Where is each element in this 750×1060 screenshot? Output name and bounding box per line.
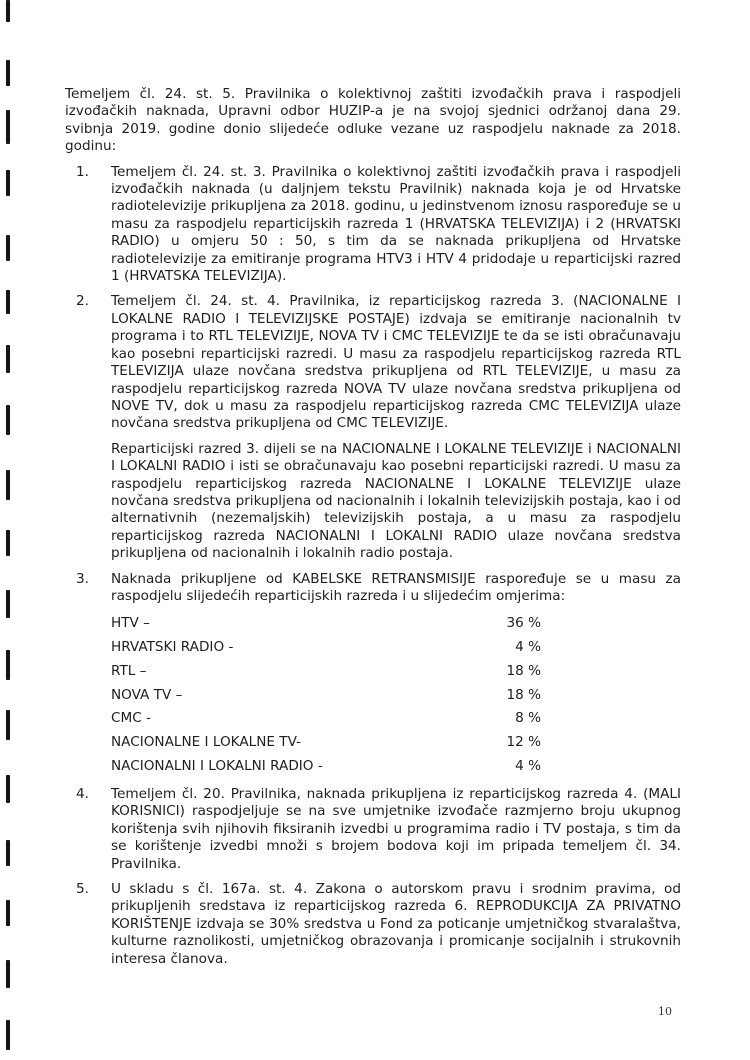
item-text: Temeljem čl. 24. st. 4. Pravilnika, iz reparticijskog razreda 3. (NACIONALNE I LOKALNE RADIO I TELEVIZIJSKE POSTAJE) izdvaja se emitiranje nacionalnih tv programa i to RTL TELEVIZIJE, NOVA TV i CMC TELEVIZIJE te da se isti obračunavaju kao posebni reparticijski razredi. U masu za raspodjelu reparticijskog razreda RTL TELEVIZIJA ulaze novčana sredstva prikupljena od RTL TELEVIZIJE, u masu za raspodjelu reparticijskog razreda NOVA TV ulaze novčana sredstva prikupljena od NOVE TV, dok u masu za raspodjelu reparticijskog razreda CMC TELEVIZIJA ulaze novčana sredstva prikupljena od CMC TELEVIZIJE.: [111, 293, 681, 432]
page-number: 10: [658, 1005, 672, 1018]
list-item: [65, 293, 681, 562]
distribution-label: NOVA TV –: [111, 686, 183, 703]
binder-mark: [6, 590, 10, 618]
item-number: 5.: [76, 880, 89, 897]
item-number: 1.: [76, 163, 89, 180]
binder-mark: [6, 110, 10, 144]
list-item: [65, 164, 681, 286]
distribution-row: [111, 683, 681, 707]
binder-mark: [6, 960, 10, 988]
distribution-label: HTV –: [111, 615, 150, 632]
distribution-value: 18 %: [506, 662, 541, 679]
list-item: [65, 571, 681, 778]
item-text: Naknada prikupljene od KABELSKE RETRANSMISIJE raspoređuje se u masu za raspodjelu slijedećih reparticijskih razreda i u slijedećim omjerima:: [111, 570, 681, 604]
distribution-label: RTL –: [111, 662, 147, 679]
distribution-table: [111, 611, 681, 778]
binder-mark: [6, 235, 10, 261]
binder-mark: [6, 470, 10, 500]
item-text: U skladu s čl. 167a. st. 4. Zakona o autorskom pravu i srodnim pravima, od prikupljenih sredstava iz reparticijskog razreda 6. REPRODUKCIJA ZA PRIVATNO KORIŠTENJE izdvaja se 30% sredstva u Fond za poticanje umjetničkog stvaralaštva, kulturne raznolikosti, umjetničkog obrazovanja i promicanje socijalnih i strukovnih interesa članova.: [111, 880, 681, 967]
item-text: Temeljem čl. 24. st. 3. Pravilnika o kolektivnoj zaštiti izvođačkih prava i raspodjeli izvođačkih naknada (u daljnjem tekstu Pravilnik) naknada koja je od Hrvatske radiotelevizije prikupljena za 2018. godinu, u jedinstvenom iznosu raspoređuje se u masu za raspodjelu reparticijskih razreda 1 (HRVATSKA TELEVIZIJA) i 2 (HRVATSKI RADIO) u omjeru 50 : 50, s tim da se naknada prikupljena od Hrvatske radiotelevizije za emitiranje programa HTV3 i HTV 4 pridodaje u reparticijski razred 1 (HRVATSKA TELEVIZIJA).: [111, 163, 681, 285]
distribution-row: [111, 611, 681, 635]
list-item: [65, 786, 681, 873]
distribution-label: NACIONALNI I LOKALNI RADIO -: [111, 758, 323, 775]
distribution-row: [111, 707, 681, 731]
binder-mark: [6, 775, 10, 803]
distribution-row: [111, 659, 681, 683]
binder-mark: [6, 60, 10, 86]
distribution-label: NACIONALNE I LOKALNE TV-: [111, 734, 302, 751]
distribution-value: 12 %: [506, 734, 541, 751]
document-page: [65, 86, 681, 968]
distribution-row: [111, 730, 681, 754]
distribution-row: [111, 754, 681, 778]
distribution-value: 36 %: [506, 615, 541, 632]
binder-mark: [6, 0, 10, 22]
distribution-label: CMC -: [111, 710, 151, 727]
binder-mark: [6, 530, 10, 556]
binder-mark: [6, 840, 10, 866]
binder-mark: [6, 900, 10, 926]
item-number: 2.: [76, 293, 89, 310]
distribution-label: HRVATSKI RADIO -: [111, 639, 234, 656]
distribution-row: [111, 635, 681, 659]
distribution-value: 4 %: [515, 758, 541, 775]
item-number: 3.: [76, 570, 89, 587]
intro-paragraph: Temeljem čl. 24. st. 5. Pravilnika o kolektivnoj zaštiti izvođačkih prava i raspodjeli izvođačkih naknada, Upravni odbor HUZIP-a je na svojoj sjednici održanoj dana 29. svibnja 2019. godine donio slijedeće odluke vezane uz raspodjelu naknade za 2018. godinu:: [65, 86, 681, 155]
binder-mark: [6, 345, 10, 373]
item-subparagraph: Reparticijski razred 3. dijeli se na NACIONALNE I LOKALNE TELEVIZIJE i NACIONALNI I LOKALNI RADIO i isti se obračunavaju kao posebni reparticijski razredi. U masu za raspodjelu reparticijskog razreda NACIONALNE I LOKALNE TELEVIZIJE ulaze novčana sredstva prikupljena od nacionalnih i lokalnih televizijskih postaja, kao i od alternativnih (nezemaljskih) televizijskih postaja, a u masu za raspodjelu reparticijskog razreda NACIONALNI I LOKALNI RADIO ulaze novčana sredstva prikupljena od nacionalnih i lokalnih radio postaja.: [111, 440, 681, 562]
binder-mark: [6, 710, 10, 740]
binder-mark: [6, 405, 10, 435]
binder-holes: [4, 0, 12, 1060]
distribution-value: 18 %: [506, 686, 541, 703]
item-text: Temeljem čl. 20. Pravilnika, naknada prikupljena iz reparticijskog razreda 4. (MALI KORISNICI) raspodjeljuje se na sve umjetnike izvođače razmjerno broju ukupnog korištenja svih njihovih fiksiranih izvedbi u programima radio i TV postaja, s tim da se korištenje izvedbi množi s brojem bodova koji im pripada temeljem čl. 34. Pravilnika.: [111, 785, 681, 872]
binder-mark: [6, 1020, 10, 1050]
binder-mark: [6, 650, 10, 680]
binder-mark: [6, 290, 10, 314]
distribution-value: 4 %: [515, 639, 541, 656]
distribution-value: 8 %: [515, 710, 541, 727]
item-number: 4.: [76, 785, 89, 802]
list-item: [65, 881, 681, 968]
binder-mark: [6, 170, 10, 196]
